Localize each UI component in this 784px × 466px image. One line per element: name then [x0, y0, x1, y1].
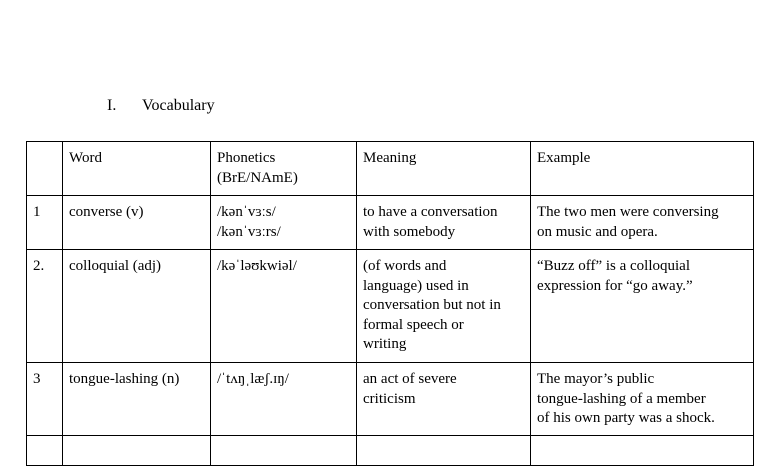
example-line: of his own party was a shock.: [537, 410, 715, 426]
example-line: The two men were conversing: [537, 204, 719, 220]
example-line: The mayor’s public: [537, 371, 655, 387]
row-example: [531, 250, 754, 363]
empty-cell: [357, 436, 531, 466]
row-phonetics: [211, 196, 357, 250]
meaning-line: an act of severe: [363, 371, 457, 387]
section-title: Vocabulary: [142, 97, 215, 114]
empty-cell: [27, 436, 63, 466]
row-phonetics: /kəˈləʊkwiəl/: [211, 250, 357, 363]
row-word: converse (v): [63, 196, 211, 250]
empty-cell: [63, 436, 211, 466]
table-row-partial: [27, 436, 754, 466]
example-line: tongue-lashing of a member: [537, 390, 706, 407]
meaning-line: writing: [363, 336, 407, 352]
header-cell-number: [27, 142, 63, 196]
table-row: [27, 363, 754, 436]
meaning-line: to have a conversation: [363, 204, 498, 220]
example-line: expression for “go away.”: [537, 277, 693, 294]
section-number: I.: [107, 97, 117, 114]
table-row: [27, 196, 754, 250]
phonetics-bre: /kənˈvɜːs/: [217, 204, 276, 220]
meaning-line: conversation but not in: [363, 297, 501, 313]
header-phonetics-line-1: Phonetics: [217, 150, 276, 166]
meaning-line: language) used in: [363, 277, 469, 294]
row-number: 1: [27, 196, 63, 250]
meaning-line: with somebody: [363, 223, 456, 240]
row-meaning: [357, 363, 531, 436]
example-line: on music and opera.: [537, 223, 658, 240]
row-number: 3: [27, 363, 63, 436]
empty-cell: [531, 436, 754, 466]
empty-cell: [211, 436, 357, 466]
row-example: [531, 196, 754, 250]
header-cell-meaning: Meaning: [357, 142, 531, 196]
header-cell-example: Example: [531, 142, 754, 196]
header-cell-phonetics: [211, 142, 357, 196]
vocabulary-table: [26, 141, 754, 466]
section-heading: [107, 96, 215, 116]
row-word: tongue-lashing (n): [63, 363, 211, 436]
phonetics-name: /kənˈvɜːrs/: [217, 223, 281, 240]
row-word: colloquial (adj): [63, 250, 211, 363]
example-line: “Buzz off” is a colloquial: [537, 258, 691, 274]
row-meaning: [357, 250, 531, 363]
table-row: [27, 250, 754, 363]
row-example: [531, 363, 754, 436]
meaning-line: criticism: [363, 390, 416, 407]
row-number: 2.: [27, 250, 63, 363]
header-cell-word: Word: [63, 142, 211, 196]
table-header-row: [27, 142, 754, 196]
header-phonetics-line-2: (BrE/NAmE): [217, 169, 298, 186]
row-phonetics: /ˈtʌŋˌlæʃ.ɪŋ/: [211, 363, 357, 436]
row-meaning: [357, 196, 531, 250]
meaning-line: (of words and: [363, 258, 447, 274]
meaning-line: formal speech or: [363, 316, 464, 333]
